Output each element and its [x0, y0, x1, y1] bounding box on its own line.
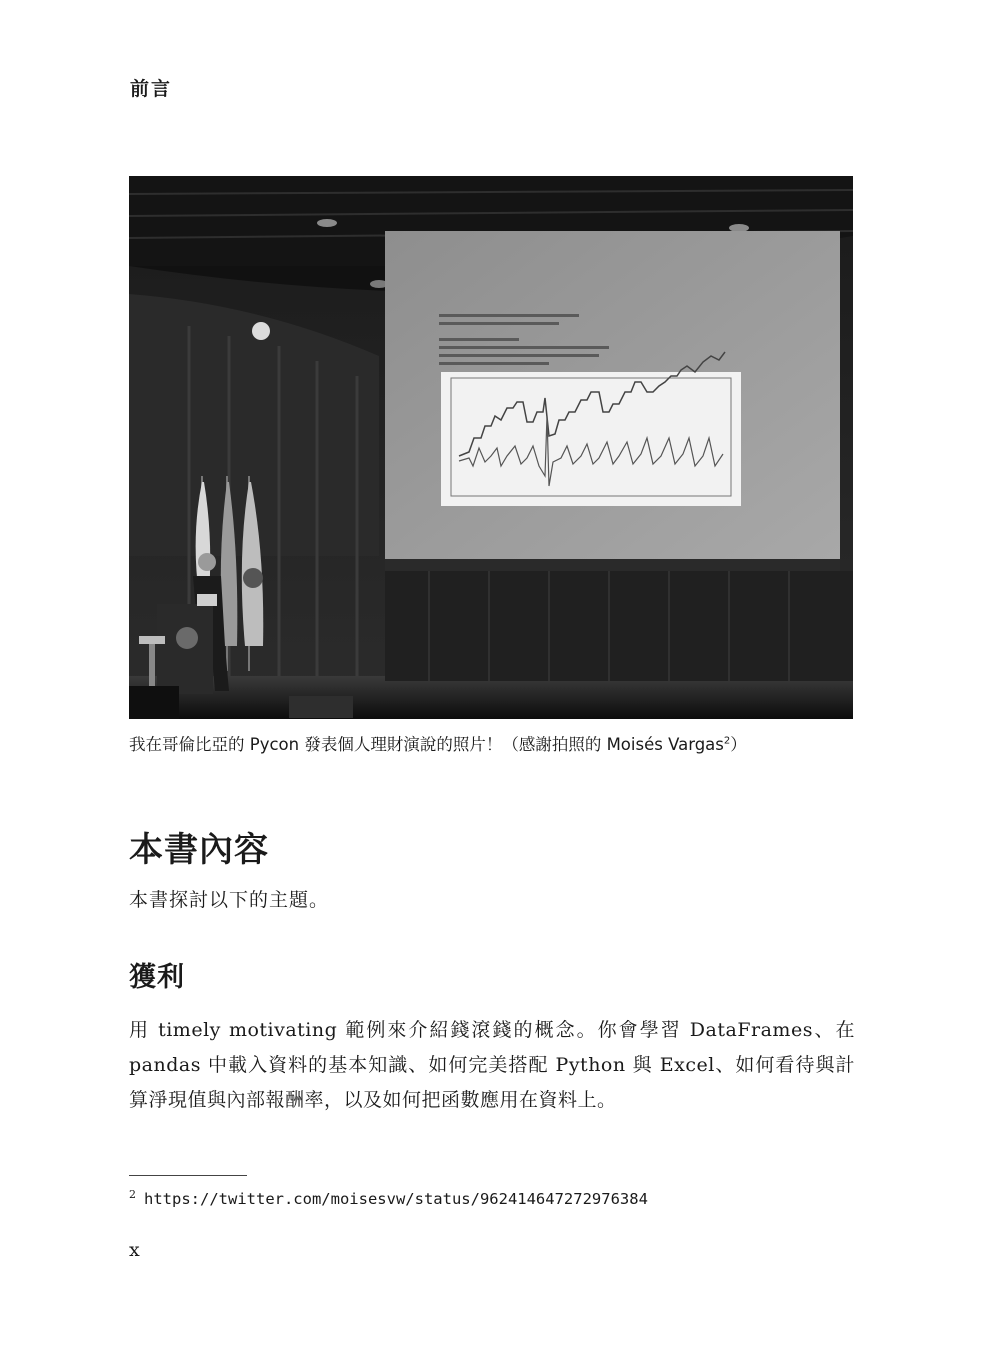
caption-text: 我在哥倫比亞的 Pycon 發表個人理財演說的照片！（感謝拍照的 Moisés Vargas [129, 735, 724, 754]
pycon-talk-photo [129, 176, 853, 719]
footnote-divider [129, 1175, 247, 1176]
section-title: 本書內容 [129, 830, 269, 870]
running-header: 前言 [130, 78, 173, 100]
subsection-body: 用 timely motivating 範例來介紹錢滾錢的概念。你會學習 DataFrames、在 pandas 中載入資料的基本知識、如何完美搭配 Python 與 Excel、如何看待與計算淨現值與內部報酬率，以及如何把函數應用在資料上。 [129, 1019, 855, 1111]
page-number: x [129, 1239, 140, 1261]
footnote-number: 2 [129, 1188, 136, 1201]
footnote [129, 1183, 648, 1211]
footnote-url[interactable]: https://twitter.com/moisesvw/status/962414647272976384 [144, 1190, 648, 1209]
footnote-ref[interactable]: 2 [723, 735, 731, 747]
subsection-title: 獲利 [129, 962, 185, 993]
figure-caption [129, 733, 889, 757]
caption-end: ） [730, 735, 747, 754]
section-intro: 本書探討以下的主題。 [129, 889, 330, 911]
